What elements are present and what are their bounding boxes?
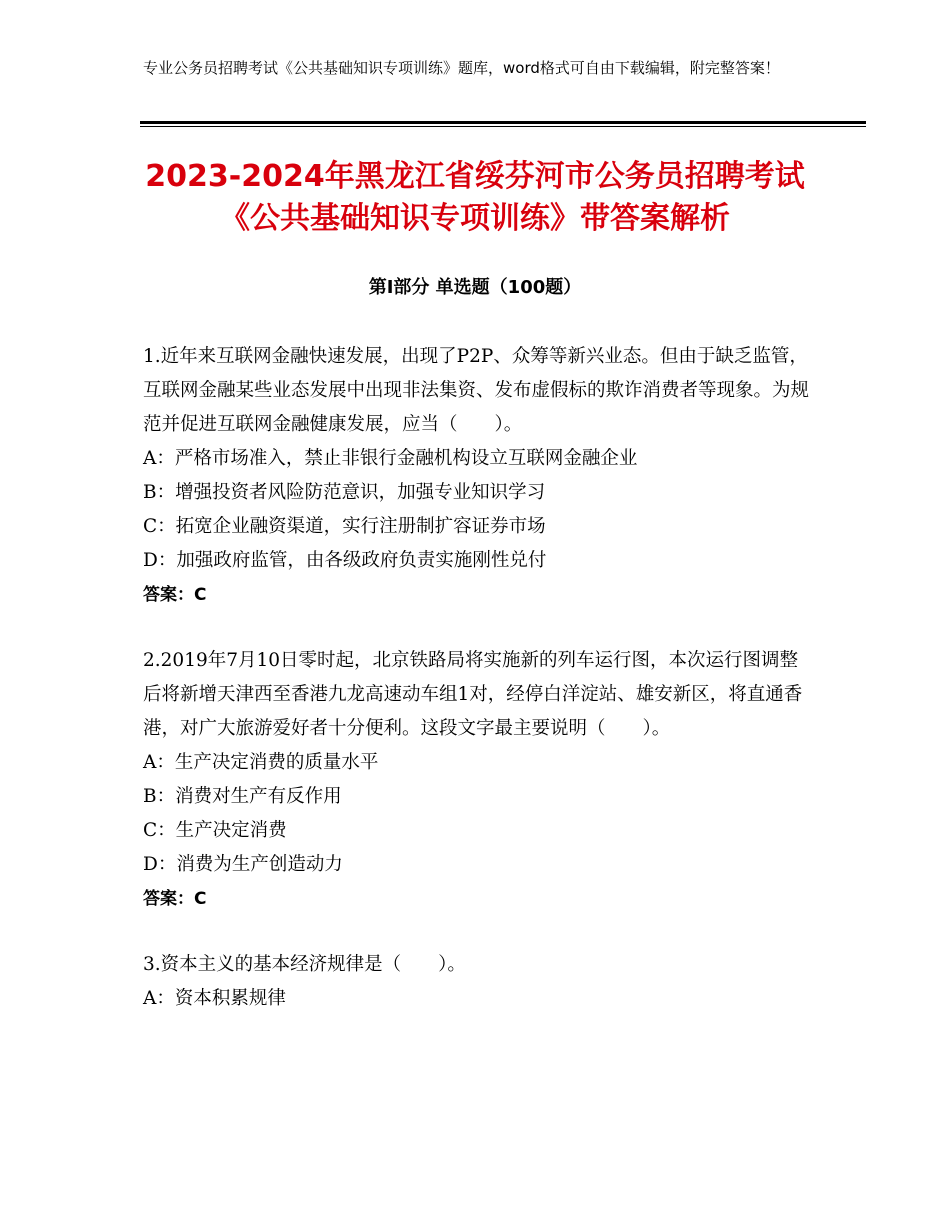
answer: 答案：C [143, 889, 207, 909]
question-list [143, 340, 815, 1048]
option-c: C：生产决定消费 [143, 820, 287, 841]
option-c: C：拓宽企业融资渠道，实行注册制扩容证券市场 [143, 516, 546, 537]
option-a: A：资本积累规律 [143, 988, 286, 1009]
option-d: D：加强政府监管，由各级政府负责实施刚性兑付 [143, 550, 547, 571]
question-3 [143, 948, 815, 1016]
question-stem: 1.近年来互联网金融快速发展，出现了P2P、众筹等新兴业态。但由于缺乏监管，互联网金融某些业态发展中出现非法集资、发布虚假标的欺诈消费者等现象。为规范并促进互联网金融健康发展，应当（ ）。 [143, 346, 810, 435]
document-title: 2023-2024年黑龙江省绥芬河市公务员招聘考试《公共基础知识专项训练》带答案解析 [145, 159, 805, 236]
question-1 [143, 340, 815, 612]
header-rule-thick [140, 121, 866, 124]
option-d: D：消费为生产创造动力 [143, 854, 343, 875]
option-b: B：消费对生产有反作用 [143, 786, 342, 807]
option-b: B：增强投资者风险防范意识，加强专业知识学习 [143, 482, 546, 503]
question-2 [143, 644, 815, 916]
question-stem: 3.资本主义的基本经济规律是（ ）。 [143, 954, 466, 975]
header-note: 专业公务员招聘考试《公共基础知识专项训练》题库，word格式可自由下载编辑，附完整答案！ [143, 59, 780, 77]
answer: 答案：C [143, 585, 207, 605]
option-a: A：严格市场准入，禁止非银行金融机构设立互联网金融企业 [143, 448, 638, 469]
option-a: A：生产决定消费的质量水平 [143, 752, 379, 773]
section-title: 第Ⅰ部分 单选题（100题） [368, 277, 582, 298]
question-stem: 2.2019年7月10日零时起，北京铁路局将实施新的列车运行图，本次运行图调整后将新增天津西至香港九龙高速动车组1对，经停白洋淀站、雄安新区，将直通香港，对广大旅游爱好者十分便利。这段文字最主要说明（ ）。 [143, 650, 803, 739]
header-rule-thin [140, 126, 866, 127]
